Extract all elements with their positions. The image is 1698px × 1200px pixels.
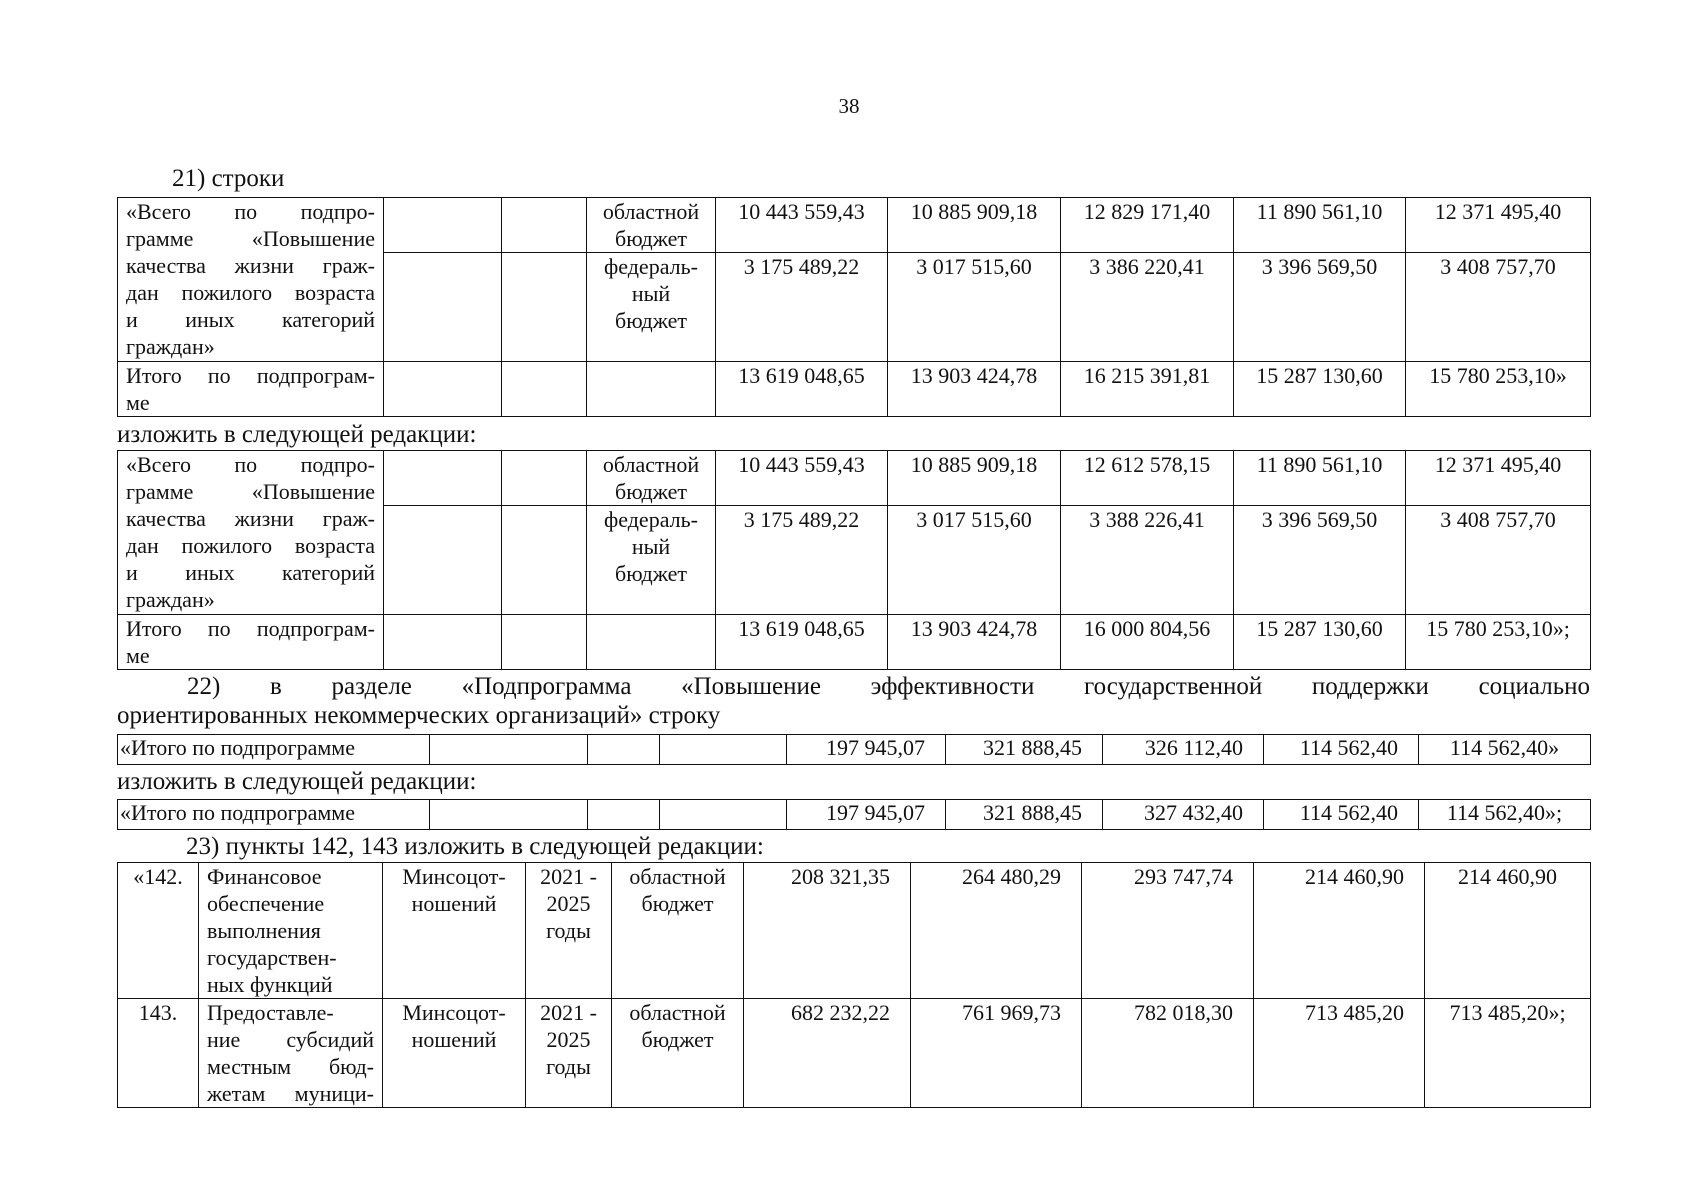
funding-source-regional: областной бюджет bbox=[587, 451, 716, 506]
value-cell: 12 371 495,40 bbox=[1406, 451, 1591, 506]
value-cell: 12 829 171,40 bbox=[1061, 198, 1234, 253]
total-value-cell: 114 562,40»; bbox=[1419, 800, 1591, 830]
value-cell: 682 232,22 bbox=[744, 999, 911, 1108]
value-cell: 11 890 561,10 bbox=[1234, 451, 1406, 506]
total-value-cell: 15 287 130,60 bbox=[1234, 615, 1406, 670]
table-row bbox=[118, 999, 1591, 1108]
item-executor: Минсоцот- ношений bbox=[383, 999, 526, 1108]
total-value-cell: 13 903 424,78 bbox=[888, 615, 1061, 670]
total-value-cell: 197 945,07 bbox=[787, 735, 946, 765]
value-cell: 713 485,20 bbox=[1254, 999, 1425, 1108]
item-period: 2021 - 2025 годы bbox=[526, 863, 612, 999]
funding-source-federal: федераль- ный бюджет bbox=[587, 506, 716, 615]
value-cell: 10 443 559,43 bbox=[716, 451, 888, 506]
total-value-cell: 16 000 804,56 bbox=[1061, 615, 1234, 670]
total-value-cell: 114 562,40 bbox=[1264, 800, 1419, 830]
total-value-cell: 13 619 048,65 bbox=[716, 362, 888, 417]
item-period: 2021 - 2025 годы bbox=[526, 999, 612, 1108]
table-old-total-row bbox=[117, 734, 1591, 765]
item-name: Финансовое обеспечение выполнения государствен- ных функций bbox=[199, 863, 383, 999]
table-new-rows bbox=[117, 450, 1591, 670]
item-number: 143. bbox=[118, 999, 199, 1108]
funding-source-federal: федераль- ный бюджет bbox=[587, 253, 716, 362]
value-cell: 264 480,29 bbox=[911, 863, 1082, 999]
total-value-cell: 13 619 048,65 bbox=[716, 615, 888, 670]
total-value-cell: 326 112,40 bbox=[1103, 735, 1264, 765]
value-cell: 3 396 569,50 bbox=[1234, 506, 1406, 615]
paragraph-21: 21) строки bbox=[172, 165, 285, 192]
value-cell: 713 485,20»; bbox=[1425, 999, 1591, 1108]
total-value-cell: 15 780 253,10» bbox=[1406, 362, 1591, 417]
value-cell: 208 321,35 bbox=[744, 863, 911, 999]
value-cell: 3 396 569,50 bbox=[1234, 253, 1406, 362]
total-value-cell: 114 562,40» bbox=[1419, 735, 1591, 765]
value-cell: 11 890 561,10 bbox=[1234, 198, 1406, 253]
item-funding-source: областной бюджет bbox=[612, 999, 744, 1108]
value-cell: 3 408 757,70 bbox=[1406, 506, 1591, 615]
total-value-cell: 15 287 130,60 bbox=[1234, 362, 1406, 417]
paragraph-22-line1: 22) в разделе «Подпрограмма «Повышение эффективности государственной поддержки социально bbox=[187, 673, 1590, 700]
total-label-cell: Итого по подпрограм- ме bbox=[118, 615, 384, 670]
table-new-total-row bbox=[117, 799, 1591, 830]
total-value-cell: 321 888,45 bbox=[946, 800, 1103, 830]
item-executor: Минсоцот- ношений bbox=[383, 863, 526, 999]
total-label-cell: Итого по подпрограм- ме bbox=[118, 362, 384, 417]
subprogram-label-cell: «Всего по подпро- грамме «Повышение качества жизни граж- дан пожилого возраста и иных категорий граждан» bbox=[118, 198, 384, 362]
value-cell: 214 460,90 bbox=[1254, 863, 1425, 999]
total-value-cell: 114 562,40 bbox=[1264, 735, 1419, 765]
total-value-cell: 16 215 391,81 bbox=[1061, 362, 1234, 417]
value-cell: 10 885 909,18 bbox=[888, 451, 1061, 506]
paragraph-21-after: изложить в следующей редакции: bbox=[117, 421, 477, 448]
value-cell: 761 969,73 bbox=[911, 999, 1082, 1108]
value-cell: 214 460,90 bbox=[1425, 863, 1591, 999]
value-cell: 782 018,30 bbox=[1082, 999, 1254, 1108]
item-name: Предоставле- ние субсидий местным бюд- жетам муници- bbox=[199, 999, 383, 1108]
value-cell: 293 747,74 bbox=[1082, 863, 1254, 999]
table-items-142-143 bbox=[117, 862, 1591, 1108]
subprogram-label-cell: «Всего по подпро- грамме «Повышение качества жизни граж- дан пожилого возраста и иных категорий граждан» bbox=[118, 451, 384, 615]
value-cell: 3 175 489,22 bbox=[716, 253, 888, 362]
value-cell: 3 017 515,60 bbox=[888, 253, 1061, 362]
value-cell: 3 408 757,70 bbox=[1406, 253, 1591, 362]
page-number: 38 bbox=[838, 94, 860, 118]
value-cell: 3 175 489,22 bbox=[716, 506, 888, 615]
value-cell: 3 386 220,41 bbox=[1061, 253, 1234, 362]
paragraph-22-line2: ориентированных некоммерческих организаций» строку bbox=[117, 702, 721, 729]
total-value-cell: 13 903 424,78 bbox=[888, 362, 1061, 417]
total-value-cell: 197 945,07 bbox=[787, 800, 946, 830]
total-value-cell: 15 780 253,10»; bbox=[1406, 615, 1591, 670]
table-old-rows bbox=[117, 197, 1591, 417]
value-cell: 12 612 578,15 bbox=[1061, 451, 1234, 506]
total-label-cell: «Итого по подпрограмме bbox=[118, 800, 430, 830]
item-number: «142. bbox=[118, 863, 199, 999]
paragraph-23: 23) пункты 142, 143 изложить в следующей редакции: bbox=[186, 833, 764, 860]
total-value-cell: 321 888,45 bbox=[946, 735, 1103, 765]
value-cell: 10 443 559,43 bbox=[716, 198, 888, 253]
paragraph-22-after: изложить в следующей редакции: bbox=[117, 768, 477, 795]
value-cell: 10 885 909,18 bbox=[888, 198, 1061, 253]
value-cell: 3 388 226,41 bbox=[1061, 506, 1234, 615]
table-row bbox=[118, 863, 1591, 999]
item-funding-source: областной бюджет bbox=[612, 863, 744, 999]
total-label-cell: «Итого по подпрограмме bbox=[118, 735, 430, 765]
value-cell: 12 371 495,40 bbox=[1406, 198, 1591, 253]
total-value-cell: 327 432,40 bbox=[1103, 800, 1264, 830]
funding-source-regional: областной бюджет bbox=[587, 198, 716, 253]
value-cell: 3 017 515,60 bbox=[888, 506, 1061, 615]
